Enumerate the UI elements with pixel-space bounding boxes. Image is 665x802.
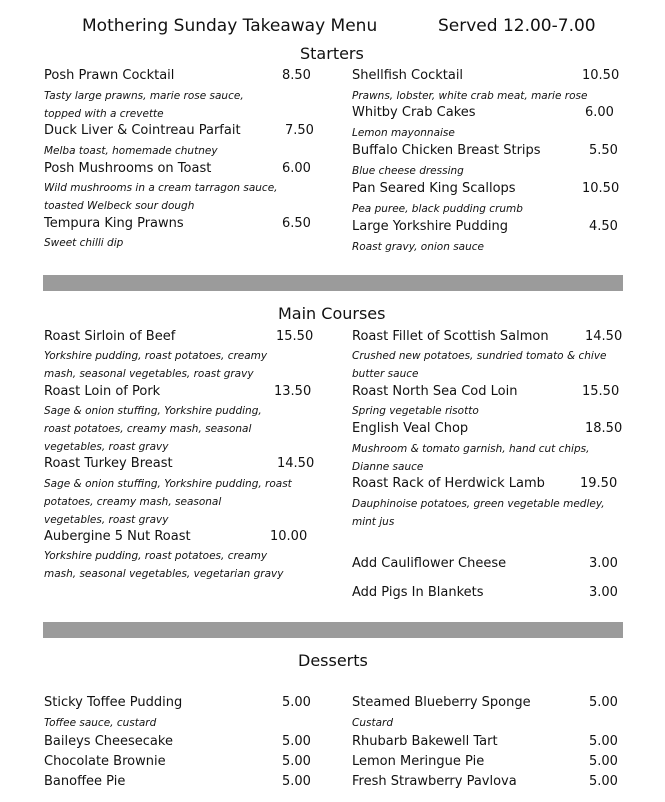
menu-item-name: Steamed Blueberry Sponge — [352, 695, 531, 710]
menu-item-description: potatoes, creamy mash, seasonal — [44, 496, 222, 508]
menu-item-description: Yorkshire pudding, roast potatoes, creamy — [44, 350, 268, 362]
menu-item-price: 5.00 — [282, 734, 311, 749]
menu-item-name: Duck Liver & Cointreau Parfait — [44, 123, 241, 138]
menu-item-description: mint jus — [352, 516, 395, 528]
menu-item-name: Roast Sirloin of Beef — [44, 329, 176, 344]
menu-item-price: 5.00 — [282, 695, 311, 710]
menu-item-price: 5.00 — [282, 754, 311, 769]
menu-item-name: Roast Rack of Herdwick Lamb — [352, 476, 545, 491]
menu-item-name: Buffalo Chicken Breast Strips — [352, 143, 541, 158]
menu-item-price: 5.00 — [589, 734, 618, 749]
menu-item-name: Posh Prawn Cocktail — [44, 68, 175, 83]
menu-item-name: Whitby Crab Cakes — [352, 105, 476, 120]
menu-item-description: Roast gravy, onion sauce — [352, 241, 484, 253]
menu-item-name: Roast North Sea Cod Loin — [352, 384, 518, 399]
menu-item-price: 15.50 — [582, 384, 620, 399]
menu-item-price: 10.50 — [582, 68, 620, 83]
menu-item-description: Crushed new potatoes, sundried tomato & chive — [352, 350, 607, 362]
menu-item-description: Yorkshire pudding, roast potatoes, creamy — [44, 550, 268, 562]
menu-item-name: Sticky Toffee Pudding — [44, 695, 183, 710]
menu-item-description: toasted Welbeck sour dough — [44, 200, 195, 212]
menu-item-description: Tasty large prawns, marie rose sauce, — [44, 90, 244, 102]
menu-item-name: Chocolate Brownie — [44, 754, 166, 769]
menu-item-description: Toffee sauce, custard — [44, 717, 157, 729]
menu-item-description: topped with a crevette — [44, 108, 164, 120]
menu-item-name: Fresh Strawberry Pavlova — [352, 774, 517, 789]
menu-item-price: 18.50 — [585, 421, 623, 436]
menu-item-name: Pan Seared King Scallops — [352, 181, 516, 196]
menu-item-description: Sage & onion stuffing, Yorkshire pudding, roast — [44, 478, 292, 490]
menu-item-description: mash, seasonal vegetables, roast gravy — [44, 368, 254, 380]
menu-item-price: 14.50 — [277, 456, 315, 471]
menu-item-description: vegetables, roast gravy — [44, 514, 169, 526]
menu-extra-name: Add Pigs In Blankets — [352, 585, 484, 600]
section-divider — [43, 622, 623, 638]
menu-item-description: Wild mushrooms in a cream tarragon sauce, — [44, 182, 278, 194]
menu-item-name: Aubergine 5 Nut Roast — [44, 529, 191, 544]
menu-item-description: butter sauce — [352, 368, 419, 380]
menu-item-price: 6.00 — [282, 161, 311, 176]
menu-item-description: roast potatoes, creamy mash, seasonal — [44, 423, 252, 435]
menu-item-price: 4.50 — [589, 219, 618, 234]
menu-item-description: Pea puree, black pudding crumb — [352, 203, 523, 215]
menu-extra-name: Add Cauliflower Cheese — [352, 556, 507, 571]
menu-item-name: Banoffee Pie — [44, 774, 126, 789]
menu-item-description: Lemon mayonnaise — [352, 127, 455, 139]
menu-item-description: Dauphinoise potatoes, green vegetable medley, — [352, 498, 605, 510]
menu-item-description: vegetables, roast gravy — [44, 441, 169, 453]
menu-item-price: 15.50 — [276, 329, 314, 344]
menu-item-description: Mushroom & tomato garnish, hand cut chips, — [352, 443, 590, 455]
menu-item-price: 14.50 — [585, 329, 623, 344]
menu-item-name: Tempura King Prawns — [44, 216, 184, 231]
served-times: Served 12.00-7.00 — [438, 16, 596, 36]
menu-item-price: 10.50 — [582, 181, 620, 196]
menu-item-price: 10.00 — [270, 529, 308, 544]
menu-item-price: 5.00 — [589, 695, 618, 710]
menu-item-price: 13.50 — [274, 384, 312, 399]
menu-item-name: Lemon Meringue Pie — [352, 754, 485, 769]
menu-item-price: 5.00 — [589, 754, 618, 769]
menu-item-name: Posh Mushrooms on Toast — [44, 161, 212, 176]
menu-item-name: Rhubarb Bakewell Tart — [352, 734, 498, 749]
menu-item-price: 8.50 — [282, 68, 311, 83]
menu-item-name: Roast Turkey Breast — [44, 456, 173, 471]
menu-item-name: Shellfish Cocktail — [352, 68, 464, 83]
menu-item-price: 5.50 — [589, 143, 618, 158]
main-courses-heading: Main Courses — [278, 304, 386, 323]
menu-item-description: Sage & onion stuffing, Yorkshire pudding, — [44, 405, 262, 417]
menu-item-name: English Veal Chop — [352, 421, 469, 436]
menu-extra-price: 3.00 — [589, 585, 618, 600]
menu-item-description: Blue cheese dressing — [352, 165, 464, 177]
menu-item-price: 7.50 — [285, 123, 314, 138]
menu-item-name: Large Yorkshire Pudding — [352, 219, 509, 234]
menu-item-description: Sweet chilli dip — [44, 237, 124, 249]
section-divider — [43, 275, 623, 291]
menu-item-name: Roast Loin of Pork — [44, 384, 161, 399]
menu-title: Mothering Sunday Takeaway Menu — [82, 16, 378, 36]
desserts-heading: Desserts — [298, 651, 368, 670]
menu-item-price: 19.50 — [580, 476, 618, 491]
starters-heading: Starters — [300, 44, 364, 63]
menu-item-price: 5.00 — [589, 774, 618, 789]
menu-item-description: Dianne sauce — [352, 461, 424, 473]
menu-item-description: Melba toast, homemade chutney — [44, 145, 218, 157]
menu-item-price: 5.00 — [282, 774, 311, 789]
menu-item-description: Prawns, lobster, white crab meat, marie rose — [352, 90, 588, 102]
menu-item-description: mash, seasonal vegetables, vegetarian gravy — [44, 568, 284, 580]
menu-item-description: Custard — [352, 717, 393, 729]
menu-item-price: 6.50 — [282, 216, 311, 231]
menu-extra-price: 3.00 — [589, 556, 618, 571]
menu-item-name: Baileys Cheesecake — [44, 734, 173, 749]
menu-item-name: Roast Fillet of Scottish Salmon — [352, 329, 549, 344]
menu-item-price: 6.00 — [585, 105, 614, 120]
menu-item-description: Spring vegetable risotto — [352, 405, 479, 417]
